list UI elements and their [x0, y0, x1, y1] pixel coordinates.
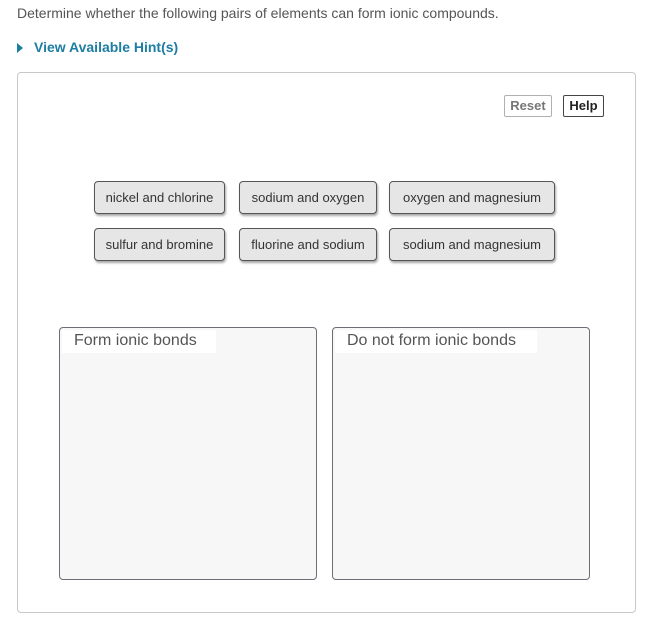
item-sodium-and-oxygen[interactable]: sodium and oxygen [239, 181, 377, 214]
drag-drop-panel [17, 72, 636, 613]
drop-zone-label: Do not form ionic bonds [335, 330, 537, 353]
drop-zone-label: Form ionic bonds [62, 330, 216, 353]
item-oxygen-and-magnesium[interactable]: oxygen and magnesium [389, 181, 555, 214]
expand-triangle-icon [17, 43, 23, 53]
drop-zone-form-ionic-bonds[interactable] [59, 327, 317, 580]
reset-button[interactable]: Reset [504, 95, 552, 117]
view-hints-label: View Available Hint(s) [34, 39, 179, 55]
item-fluorine-and-sodium[interactable]: fluorine and sodium [239, 228, 377, 261]
help-button[interactable]: Help [563, 95, 604, 117]
view-hints-link[interactable] [17, 39, 178, 55]
question-text: Determine whether the following pairs of elements can form ionic compounds. [17, 5, 499, 21]
item-sulfur-and-bromine[interactable]: sulfur and bromine [94, 228, 225, 261]
item-nickel-and-chlorine[interactable]: nickel and chlorine [94, 181, 225, 214]
item-sodium-and-magnesium[interactable]: sodium and magnesium [389, 228, 555, 261]
drop-zone-do-not-form-ionic-bonds[interactable] [332, 327, 590, 580]
